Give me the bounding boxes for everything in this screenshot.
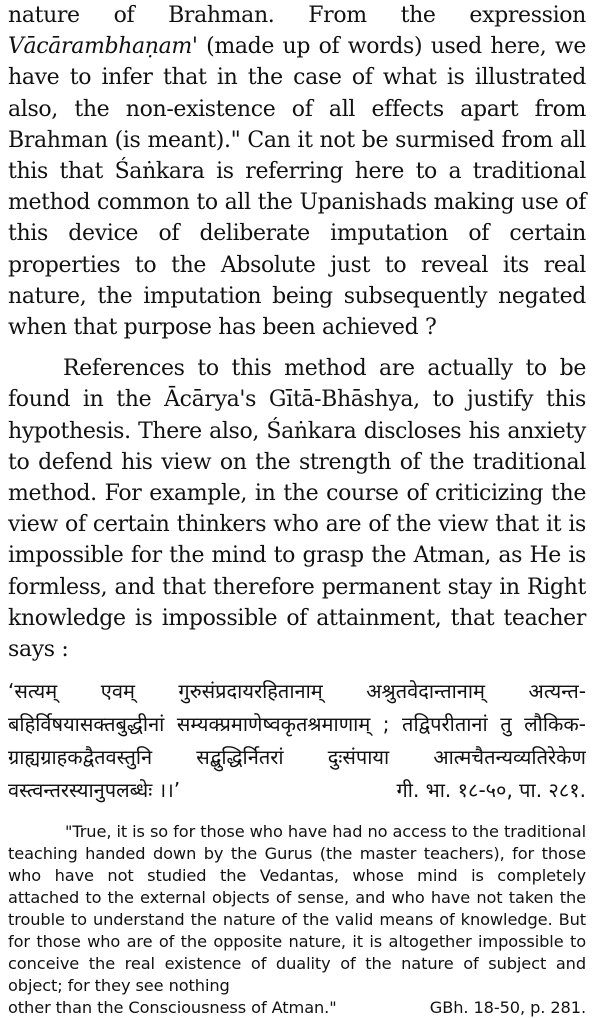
sanskrit-last-line — [8, 774, 586, 807]
translation-citation: GBh. 18-50, p. 281. — [429, 997, 586, 1017]
sanskrit-line-3: ग्राह्यग्राहकद्वैतवस्तुनि सद्बुद्धिर्नितरां दुःसंपाया आत्मचैतन्यव्यतिरेकेण — [8, 745, 586, 770]
sanskrit-line-1: ‘सत्यम् एवम् गुरुसंप्रदायरहितानाम् अश्रुतवेदान्तानाम् अत्यन्त- — [8, 679, 586, 704]
translation-body: "True, it is so for those who have had no access to the traditional teaching handed down by the Gurus (the master teachers), for those who have not studied the Vedantas, whose mind is completely attached to the external objects of sense, and who have not taken the trouble to understand the nature of the valid means of knowledge. But for those who are of the opposite nature, it is altogether impossible to conceive the real existence of duality of the nature of subject and object; for they see nothing — [8, 822, 586, 995]
sanskrit-line-2: बहिर्विषयासक्तबुद्धीनां सम्यक्प्रमाणेष्वकृतश्रमाणाम् ; तद्विपरीतानां तु लौकिक- — [8, 712, 586, 737]
sanskrit-line-4: वस्त्वन्तरस्यानुपलब्धेः ।।’ — [8, 778, 181, 803]
translation-paragraph — [8, 821, 586, 1018]
paragraph-1-text-b: ' (made up of words) used here, we have to infer that in the case of what is illustrated also, the non-existence of all effects apart from Brahman (is meant)." Can it not be surmised from all this that Śaṅkara is referring here to a traditional method common to all the Upanishads making use of this device of deliberate imputation of certain properties to the Absolute just to reveal its real nature, the imputation being subsequently negated when that purpose has been achieved ? — [8, 34, 586, 341]
translation-last-text: other than the Consciousness of Atman." — [8, 997, 337, 1017]
sanskrit-reference: गी. भा. १८-५०, पा. २८१. — [396, 778, 586, 803]
paragraph-1 — [8, 0, 586, 343]
sanskrit-quote — [8, 675, 586, 807]
paragraph-1-text-a: nature of Brahman. From the expression — [8, 3, 586, 28]
sanskrit-term: Vācārambhaṇam — [8, 34, 192, 60]
translation-last-line — [8, 997, 586, 1018]
paragraph-2: References to this method are actually to be found in the Ācārya's Gītā-Bhāshya, to justify this hypothesis. There also, Śaṅkara discloses his anxiety to defend his view on the strength of the traditional method. For example, in the course of criticizing the view of certain thinkers who are of the view that it is impossible for the mind to grasp the Atman, as He is formless, and that therefore permanent stay in Right knowledge is impossible of attainment, that teacher says : — [8, 356, 586, 663]
